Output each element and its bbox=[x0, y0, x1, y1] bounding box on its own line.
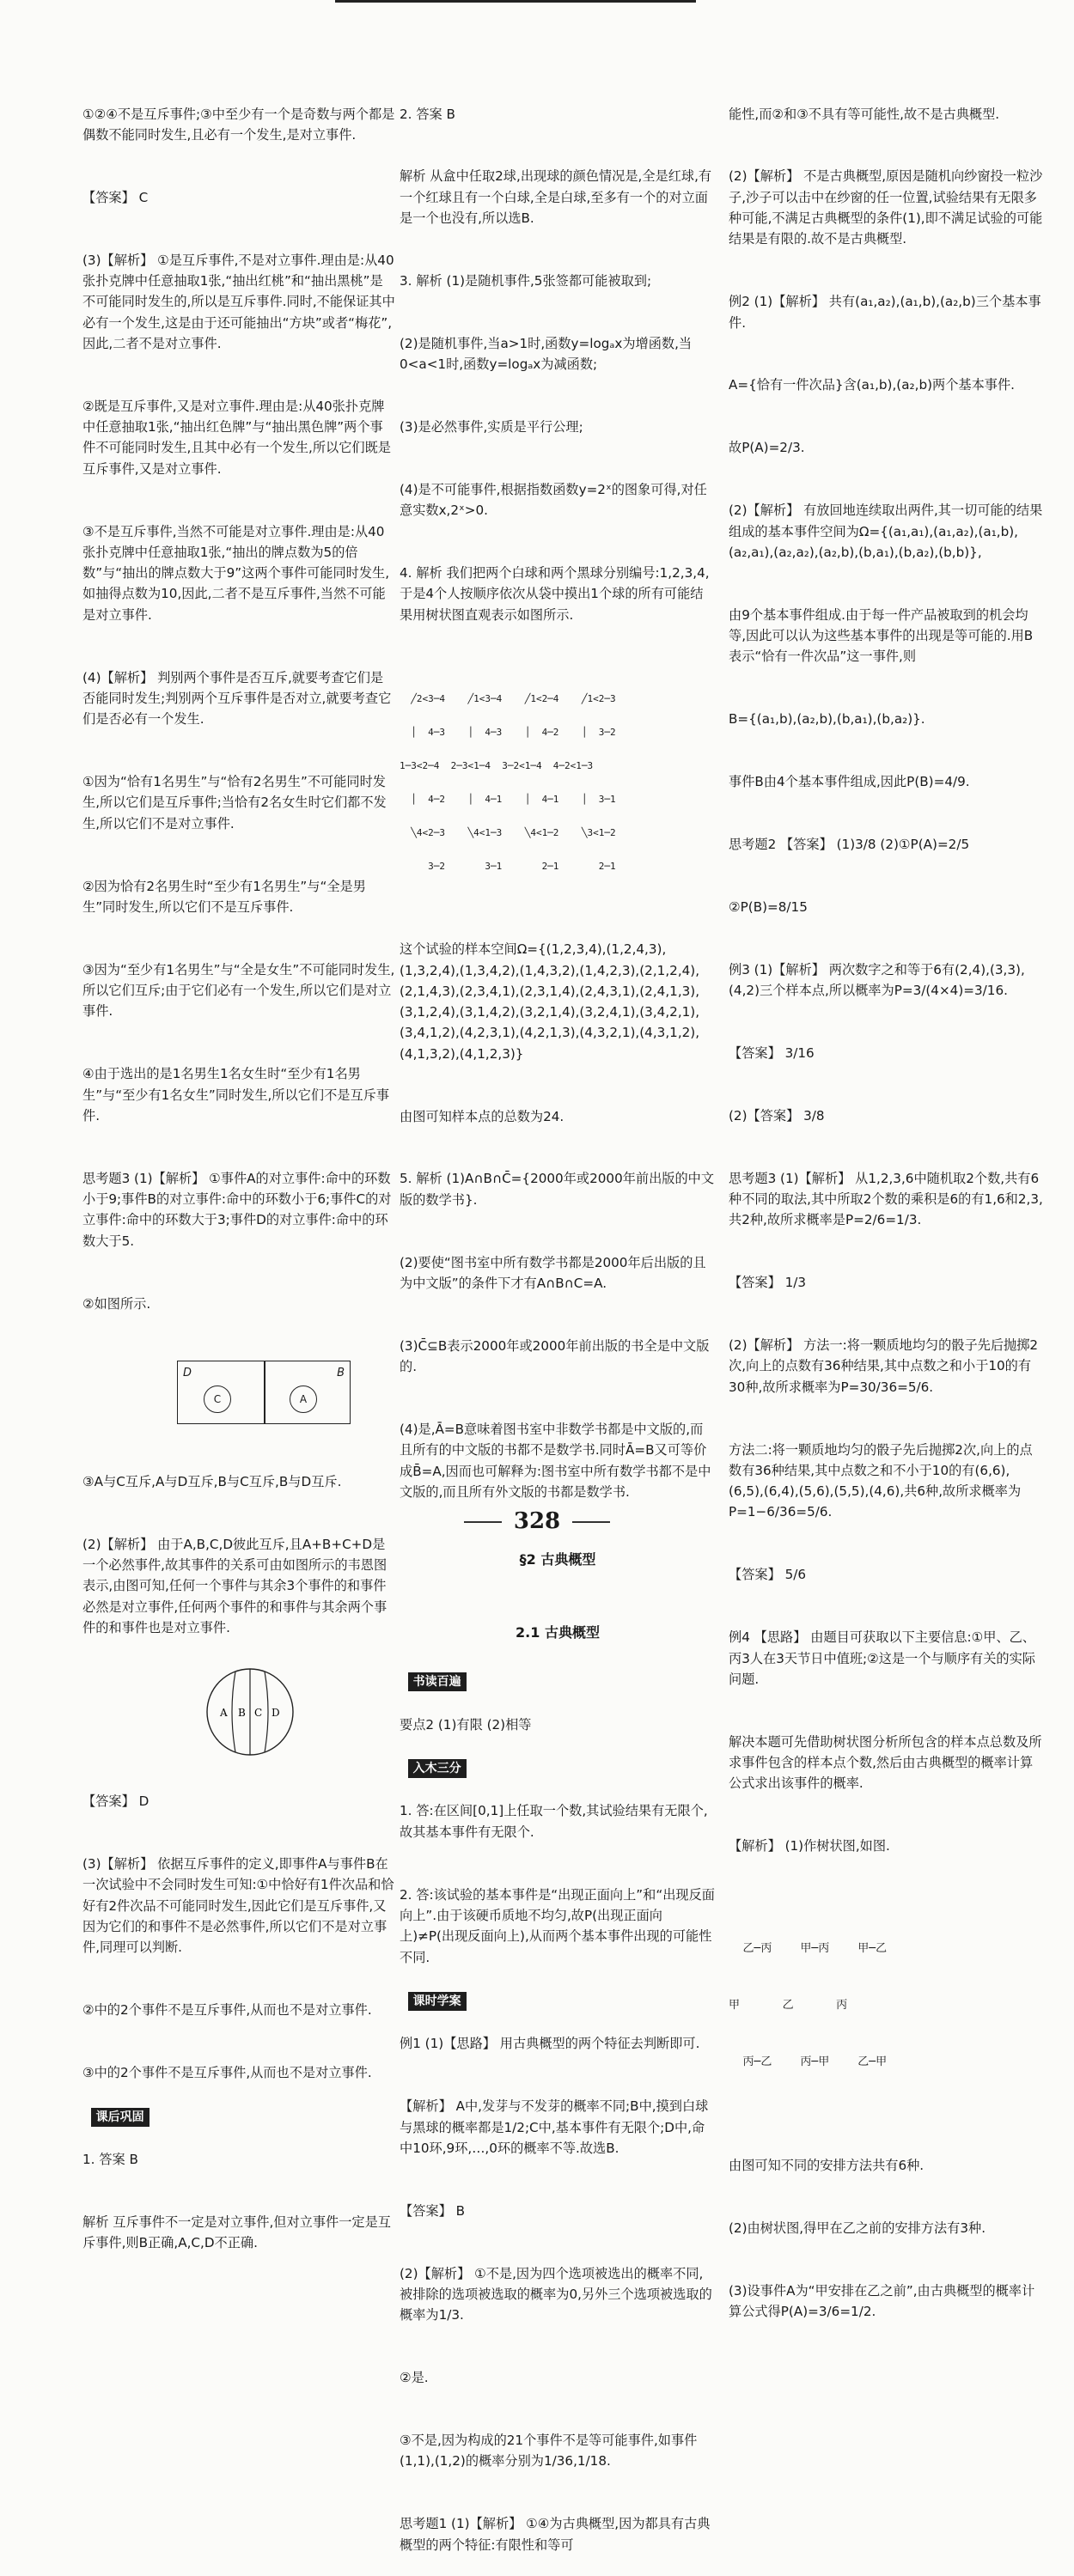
answer-line: 【答案】 B bbox=[400, 2202, 465, 2219]
paragraph: 3. 解析 (1)是随机事件,5张签都可能被取到; bbox=[400, 272, 652, 289]
paragraph: 解决本题可先借助树状图分析所包含的样本点总数及所求事件包含的样本点个数,然后由古典概型的概率计算公式求出该事件的概率. bbox=[729, 1733, 1042, 1792]
paragraph: 故P(A)=2/3. bbox=[729, 440, 805, 456]
subsection-heading: 2.1 古典概型 bbox=[516, 1623, 600, 1641]
paragraph: ③不是,因为构成的21个事件不是等可能事件,如事件(1,1),(1,2)的概率分别为1/36,1/18. bbox=[400, 2433, 698, 2469]
paragraph: A={恰有一件次品}含(a₁,b),(a₂,b)两个基本事件. bbox=[729, 377, 1015, 393]
paragraph: (3)设事件A为“甲安排在乙之前”,由古典概型的概率计算公式得P(A)=3/6=1/2. bbox=[729, 2282, 1035, 2319]
paragraph: 2. 答案 B bbox=[400, 106, 455, 122]
left-column bbox=[82, 62, 395, 2251]
paragraph: (3)【解析】 ①是互斥事件,不是对立事件.理由是:从40张扑克牌中任意抽取1张,“抽出红桃”和“抽出黑桃”是不可能同时发生的,所以是互斥事件.同时,不能保证其中必有一个发生,这是由于还可能抽出“方块”或者“梅花”,因此,二者不是对立事件. bbox=[82, 252, 395, 351]
venn2-label-c: C bbox=[253, 1706, 262, 1719]
paragraph: ③A与C互斥,A与D互斥,B与C互斥,B与D互斥. bbox=[82, 1474, 342, 1489]
paragraph: (2)【解析】 由于A,B,C,D彼此互斥,且A+B+C+D是一个必然事件,故其事件的关系可由如图所示的韦恩图表示,由图可知,任何一个事件与其余3个事件的和事件必然是对立事件,任何两个事件的和事件与其余两个事件的和事件也是对立事件. bbox=[82, 1536, 387, 1636]
venn-diagram-rect bbox=[177, 1361, 351, 1424]
tree-line: │ 4─2 │ 4─1 │ 4─1 │ 3─1 bbox=[400, 793, 616, 805]
paragraph: 方法二:将一颗质地均匀的骰子先后抛掷2次,向上的点数有36种结果,其中点数之和不小于10的有(6,6),(6,5),(6,4),(5,6),(5,5),(4,6),共6种,故所求概率为P=1−6/36=5/6. bbox=[729, 1441, 1033, 1520]
paragraph: (4)是不可能事件,根据指数函数y=2ˣ的图象可得,对任意实数x,2ˣ>0. bbox=[400, 481, 707, 519]
paragraph: (3)C̄⊆B表示2000年或2000年前出版的书全是中文版的. bbox=[400, 1337, 710, 1375]
paragraph: ④由于选出的是1名男生1名女生时“至少有1名男生”与“至少有1名女生”同时发生,所以它们不是互斥事件. bbox=[82, 1066, 390, 1124]
paragraph: ①②④不是互斥事件;③中至少有一个是奇数与两个都是偶数不能同时发生,且必有一个发生,是对立事件. bbox=[82, 106, 395, 143]
paragraph: ③不是互斥事件,当然不可能是对立事件.理由是:从40张扑克牌中任意抽取1张,“抽出的牌点数为5的倍数”与“抽出的牌点数大于9”这两个事件可能同时发生,如抽得点数为10,因此,二者不是互斥事件,当然不可能是对立事件. bbox=[82, 523, 390, 623]
venn-divider bbox=[264, 1361, 265, 1423]
tree-diagram-2 bbox=[729, 1902, 1045, 2110]
paragraph: 【解析】 (1)作树状图,如图. bbox=[729, 1838, 890, 1854]
paragraph: 例3 (1)【解析】 两次数字之和等于6有(2,4),(3,3),(4,2)三个样本点,所以概率为P=3/(4×4)=3/16. bbox=[729, 961, 1025, 999]
paragraph: 例1 (1)【思路】 用古典概型的两个特征去判断即可. bbox=[400, 2036, 700, 2052]
page-number bbox=[0, 1508, 1074, 1534]
paragraph: 思考题3 (1)【解析】 从1,2,3,6中随机取2个数,共有6种不同的取法,其中所取2个数的乘积是6的有1,6和2,3,共2种,故所求概率是P=2/6=1/3. bbox=[729, 1170, 1043, 1228]
paragraph: 例2 (1)【解析】 共有(a₁,a₂),(a₁,b),(a₂,b)三个基本事件. bbox=[729, 294, 1041, 331]
page-number-rule bbox=[572, 1521, 610, 1523]
paragraph: ③因为“至少有1名男生”与“全是女生”不可能同时发生,所以它们互斥;由于它们必有一个发生,所以它们是对立事件. bbox=[82, 961, 395, 1020]
tree-line: 甲 乙 丙 bbox=[729, 1999, 848, 2013]
paragraph: 2. 答:该试验的基本事件是“出现正面向上”和“出现反面向上”.由于该硬币质地不均匀,故P(出现正面向上)≠P(出现反面向上),从而两个基本事件出现的可能性不同. bbox=[400, 1886, 715, 1965]
page-number-rule bbox=[464, 1521, 502, 1523]
venn-label-b: B bbox=[337, 1367, 345, 1380]
paragraph: 能性,而②和③不具有等可能性,故不是古典概型. bbox=[729, 106, 1000, 122]
paragraph: ②因为恰有2名男生时“至少有1名男生”与“全是男生”同时发生,所以它们不是互斥事件. bbox=[82, 878, 366, 915]
paragraph: (3)是必然事件,实质是平行公理; bbox=[400, 419, 583, 435]
paragraph: 解析 互斥事件不一定是对立事件,但对立事件一定是互斥事件,则B正确,A,C,D不正确. bbox=[82, 2214, 391, 2251]
paragraph: (2)【解析】 有放回地连续取出两件,其一切可能的结果组成的基本事件空间为Ω={(a₁,a₁),(a₁,a₂),(a₁,b),(a₂,a₁),(a₂,a₂),(a₂,b),(b,a₁),(b,a₂),(b,b)}, bbox=[729, 502, 1043, 560]
paragraph: ②既是互斥事件,又是对立事件.理由是:从40张扑克牌中任意抽取1张,“抽出红色牌”与“抽出黑色牌”两个事件不可能同时发生,且其中必有一个发生,所以它们既是互斥事件,又是对立事件. bbox=[82, 398, 391, 477]
paragraph: 由图可知样本点的总数为24. bbox=[400, 1108, 564, 1124]
paragraph: (2)要使“图书室中所有数学书都是2000年后出版的且为中文版”的条件下才有A∩B∩C=A. bbox=[400, 1254, 706, 1291]
tree-diagram bbox=[400, 671, 716, 894]
paragraph: (2)由树状图,得甲在乙之前的安排方法有3种. bbox=[729, 2220, 986, 2236]
paragraph: 这个试验的样本空间Ω={(1,2,3,4),(1,2,4,3),(1,3,2,4),(1,3,4,2),(1,4,3,2),(1,4,2,3),(2,1,2,4),(2,1,4,3),(2,3,4,1),(2,3,1,4),(2,4,3,1),(2,4,1,3),(3,1,2,4),(3,1,4,2),(3,2,1,4),(3,2,4,1),(3,4,2,1),(3,4,1,2),(4,2,3,1),(4,2,1,3),(4,3,2,1),(4,3,1,2),(4,1,3,2),(4,1,2,3)} bbox=[400, 941, 700, 1062]
paragraph: ②P(B)=8/15 bbox=[729, 898, 808, 915]
answer-line: 【答案】 3/16 bbox=[729, 1044, 815, 1061]
paragraph: 解析 从盒中任取2球,出现球的颜色情况是,全是红球,有一个红球且有一个白球,全是白球,至多有一个的对立面是一个也没有,所以选B. bbox=[400, 168, 712, 227]
answer-line: 【答案】 D bbox=[82, 1793, 150, 1810]
paragraph: ③中的2个事件不是互斥事件,从而也不是对立事件. bbox=[82, 2065, 372, 2081]
paragraph: ②是. bbox=[400, 2370, 429, 2386]
tree-line: 乙─丙 甲─丙 甲─乙 bbox=[729, 1942, 888, 1956]
paragraph: 1. 答案 B bbox=[82, 2152, 138, 2168]
venn-diagram-circle bbox=[203, 1665, 297, 1759]
answer-line: 【答案】 1/3 bbox=[729, 1275, 807, 1291]
paragraph: (4)是,Ā=B意味着图书室中非数学书都是中文版的,而且所有的中文版的书都不是数学书.同时Ā=B又可等价成B̄=A,因而也可解释为:图书室中所有数学书都不是中文版的,而且所有外文版的书都是数学书. bbox=[400, 1422, 711, 1500]
tree-line: ╱2<3─4 ╱1<3─4 ╱1<2─4 ╱1<2─3 bbox=[400, 692, 616, 704]
paragraph: 事件B由4个基本事件组成,因此P(B)=4/9. bbox=[729, 774, 970, 790]
section-tag: 课后巩固 bbox=[91, 2108, 150, 2127]
answer-line: (2)【答案】 3/8 bbox=[729, 1107, 825, 1124]
venn2-label-b: B bbox=[237, 1706, 246, 1719]
paragraph: ②如图所示. bbox=[82, 1295, 151, 1312]
section-heading: §2 古典概型 bbox=[519, 1550, 596, 1568]
paragraph: (2)【解析】 方法一:将一颗质地均匀的骰子先后抛掷2次,向上的点数有36种结果,其中点数之和小于10的有30种,故所求概率为P=30/36=5/6. bbox=[729, 1337, 1039, 1395]
paragraph: (2)是随机事件,当a>1时,函数y=logₐx为增函数,当0<a<1时,函数y=logₐx为减函数; bbox=[400, 335, 693, 373]
paragraph: 由9个基本事件组成.由于每一件产品被取到的机会均等,因此可以认为这些基本事件的出现是等可能的.用B表示“恰有一件次品”这一事件,则 bbox=[729, 606, 1034, 665]
venn-label-d: D bbox=[183, 1367, 192, 1380]
venn2-label-a: A bbox=[219, 1706, 228, 1719]
venn2-label-d: D bbox=[271, 1706, 280, 1719]
answer-line: 【答案】 C bbox=[82, 189, 149, 205]
answer-line: 【答案】 5/6 bbox=[729, 1567, 807, 1583]
paragraph: 【解析】 A中,发芽与不发芽的概率不同;B中,摸到白球与黑球的概率都是1/2;C中,基本事件有无限个;D中,命中10环,9环,…,0环的概率不等.故选B. bbox=[400, 2098, 709, 2156]
tree-line: ╲4<2─3 ╲4<1─3 ╲4<1─2 ╲3<1─2 bbox=[400, 826, 616, 838]
venn-circle-a: A bbox=[290, 1385, 317, 1413]
paragraph: 由图可知不同的安排方法共有6种. bbox=[729, 2157, 924, 2173]
right-column bbox=[729, 62, 1045, 2319]
tree-line: 1─3<2─4 2─3<1─4 3─2<1─4 4─2<1─3 bbox=[400, 759, 594, 771]
tree-line: 3─2 3─1 2─1 2─1 bbox=[400, 860, 616, 872]
paragraph: ①因为“恰有1名男生”与“恰有2名男生”不可能同时发生,所以它们是互斥事件;当恰有2名女生时它们都不发生,所以它们不是对立事件. bbox=[82, 774, 387, 831]
section-tag: 书读百遍 bbox=[408, 1672, 467, 1691]
section-tag: 课时学案 bbox=[408, 1992, 467, 2011]
paragraph: 1. 答:在区间[0,1]上任取一个数,其试验结果有无限个,故其基本事件有无限个. bbox=[400, 1803, 708, 1840]
tree-line: 丙─乙 丙─甲 乙─甲 bbox=[729, 2055, 888, 2069]
paragraph: 例4 【思路】 由题目可获取以下主要信息:①甲、乙、丙3人在3天节日中值班;②这是一个与顺序有关的实际问题. bbox=[729, 1629, 1035, 1687]
paragraph: B={(a₁,b),(a₂,b),(b,a₁),(b,a₂)}. bbox=[729, 711, 925, 728]
paragraph: 思考题3 (1)【解析】 ①事件A的对立事件:命中的环数小于9;事件B的对立事件:命中的环数小于6;事件C的对立事件:命中的环数大于3;事件D的对立事件:命中的环数大于5. bbox=[82, 1170, 392, 1249]
section-tag: 入木三分 bbox=[408, 1759, 467, 1778]
paragraph: (4)【解析】 判别两个事件是否互斥,就要考查它们是否能同时发生;判别两个互斥事件是否对立,就要考查它们是否必有一个发生. bbox=[82, 669, 392, 728]
venn-circle-c: C bbox=[204, 1385, 231, 1413]
paragraph: 思考题2 【答案】 (1)3/8 (2)①P(A)=2/5 bbox=[729, 836, 970, 852]
paragraph: 5. 解析 (1)A∩B∩C̄={2000年或2000年前出版的中文版的数学书}. bbox=[400, 1171, 715, 1208]
page-number-text: 328 bbox=[513, 1508, 561, 1534]
paragraph: ②中的2个事件不是互斥事件,从而也不是对立事件. bbox=[82, 2002, 372, 2019]
paragraph: (2)【解析】 ①不是,因为四个选项被选出的概率不同,被排除的选项被选取的概率为0,另外三个选项被选取的概率为1/3. bbox=[400, 2265, 712, 2323]
tree-line: │ 4─3 │ 4─3 │ 4─2 │ 3─2 bbox=[400, 726, 616, 738]
paragraph: 4. 解析 我们把两个白球和两个黑球分别编号:1,2,3,4,于是4个人按顺序依次从袋中摸出1个球的所有可能结果用树状图直观表示如图所示. bbox=[400, 565, 710, 623]
paragraph: 思考题1 (1)【解析】 ①④为古典概型,因为都具有古典概型的两个特征:有限性和等可 bbox=[400, 2516, 711, 2553]
paragraph: (2)【解析】 不是古典概型,原因是随机向纱窗投一粒沙子,沙子可以击中在纱窗的任一位置,试验结果有无限多种可能,不满足古典概型的条件(1),即不满足试验的可能结果是有限的.故不是古典概型. bbox=[729, 168, 1043, 247]
top-rule bbox=[335, 0, 696, 3]
paragraph: (3)【解析】 依据互斥事件的定义,即事件A与事件B在一次试验中不会同时发生可知:①中恰好有1件次品和恰好有2件次品不可能同时发生,因此它们是互斥事件,又因为它们的和事件不是必然事件,所以它们不是对立事件,同理可以判断. bbox=[82, 1856, 394, 1956]
paragraph: 要点2 (1)有限 (2)相等 bbox=[400, 1716, 532, 1733]
